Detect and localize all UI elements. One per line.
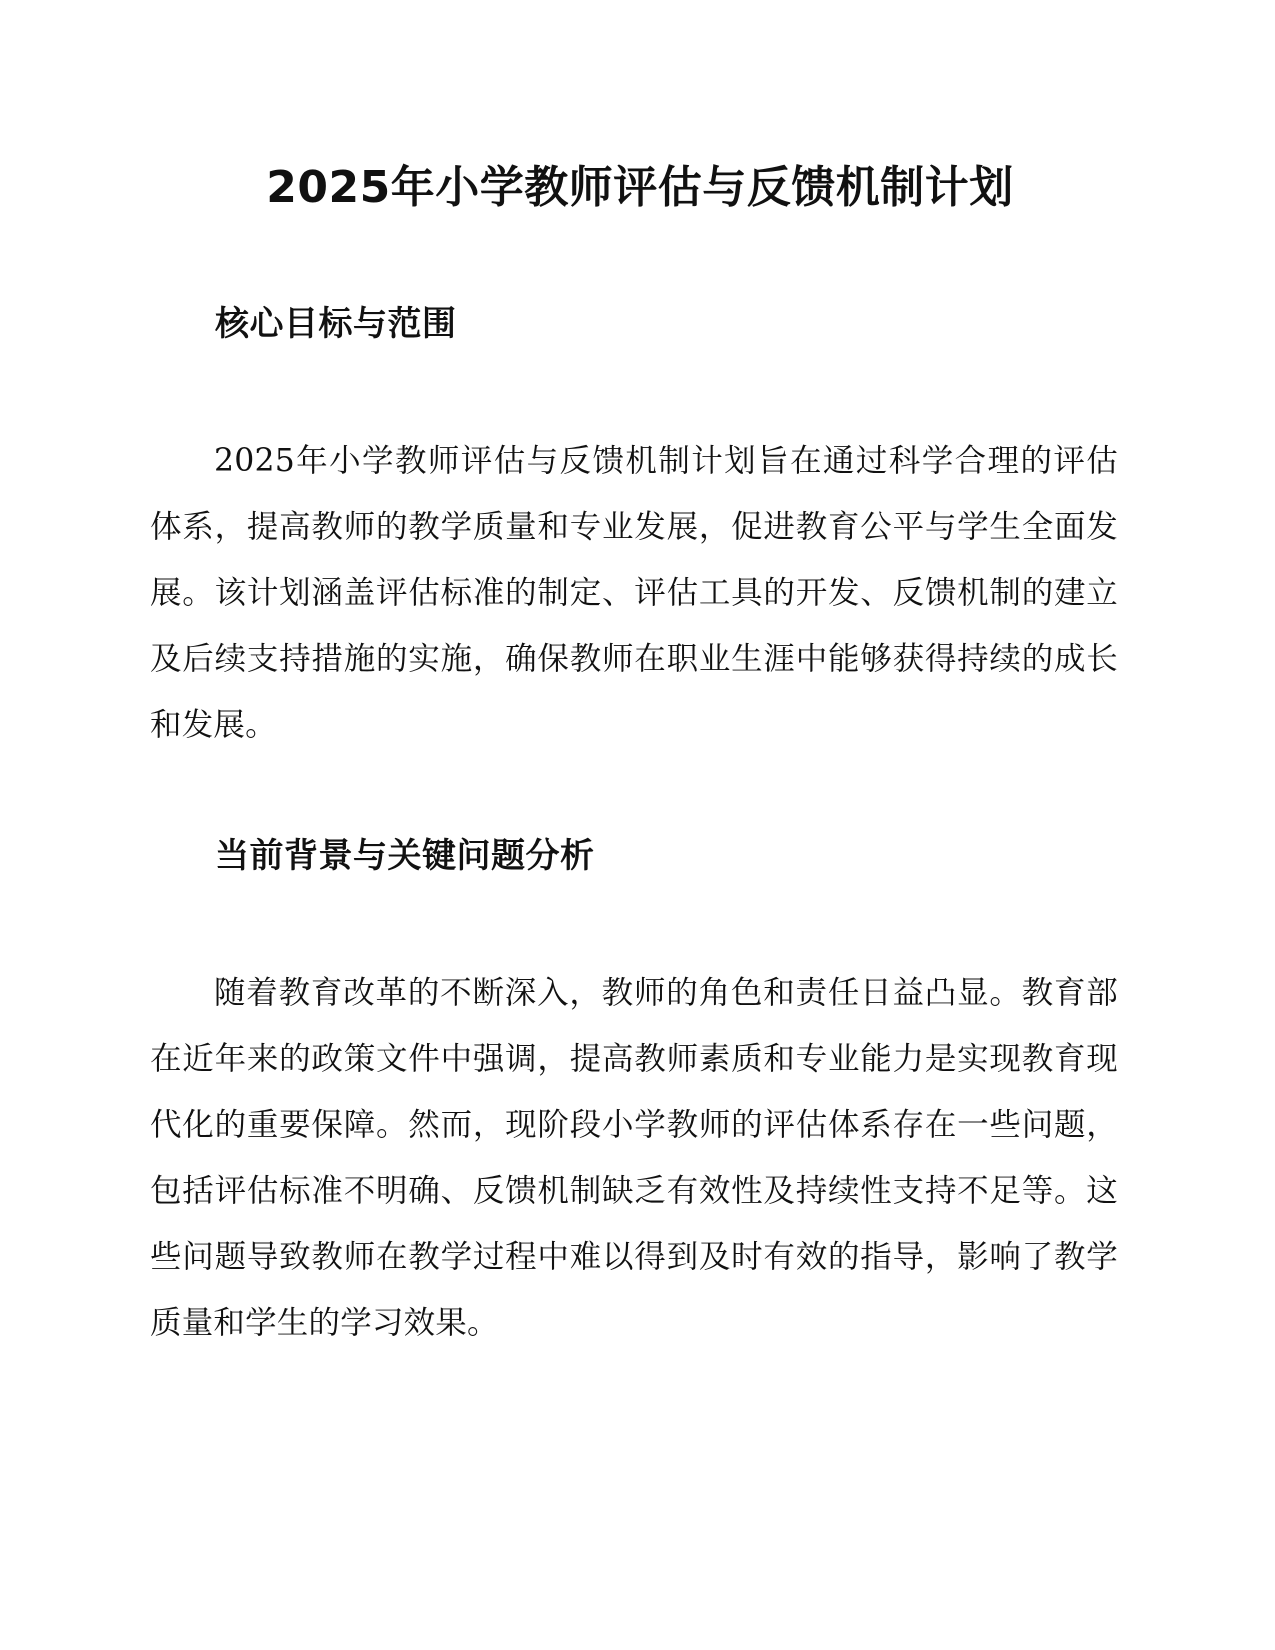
document-title: 2025年小学教师评估与反馈机制计划 [266,162,1014,213]
section-paragraph-core-goals: 2025年小学教师评估与反馈机制计划旨在通过科学合理的评估体系，提高教师的教学质量和专业发展，促进教育公平与学生全面发展。该计划涵盖评估标准的制定、评估工具的开发、反馈机制的建立及后续支持措施的实施，确保教师在职业生涯中能够获得持续的成长和发展。 [150,443,1118,743]
section-heading-core-goals: 核心目标与范围 [215,304,457,344]
section-paragraph-background-analysis: 随着教育改革的不断深入，教师的角色和责任日益凸显。教育部在近年来的政策文件中强调，提高教师素质和专业能力是实现教育现代化的重要保障。然而，现阶段小学教师的评估体系存在一些问题，包括评估标准不明确、反馈机制缺乏有效性及持续性支持不足等。这些问题导致教师在教学过程中难以得到及时有效的指导，影响了教学质量和学生的学习效果。 [150,975,1118,1341]
section-heading-background-analysis: 当前背景与关键问题分析 [215,836,595,876]
